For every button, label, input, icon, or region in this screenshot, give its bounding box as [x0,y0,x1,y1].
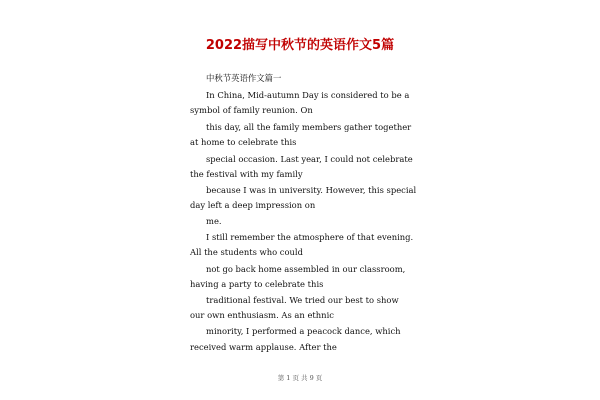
body-line: I still remember the atmosphere of that evening. [206,232,414,242]
body-line: me. [206,216,222,226]
body-line: this day, all the family members gather together [206,122,412,132]
body-line: special occasion. Last year, I could not celebrate [206,154,413,164]
page-number-footer: 第 1 页 共 9 页 [277,374,323,382]
body-line: All the students who could [190,247,303,257]
body-line: In China, Mid-autumn Day is considered to be a [206,90,410,100]
body-line: because I was in university. However, this special [206,185,417,195]
body-line: symbol of family reunion. On [190,105,313,115]
body-line: at home to celebrate this [190,137,297,147]
body-line: having a party to celebrate this [190,279,324,289]
section-heading: 中秋节英语作文篇一 [206,73,282,83]
body-line: day left a deep impression on [190,200,316,210]
document-title: 2022描写中秋节的英语作文5篇 [205,38,395,53]
body-line: the festival with my family [190,169,303,179]
body-line: minority, I performed a peacock dance, which [206,326,401,336]
body-line: not go back home assembled in our classroom, [206,264,406,274]
body-line: traditional festival. We tried our best to show [206,295,399,305]
body-line: received warm applause. After the [190,342,337,352]
body-line: our own enthusiasm. As an ethnic [190,310,334,320]
